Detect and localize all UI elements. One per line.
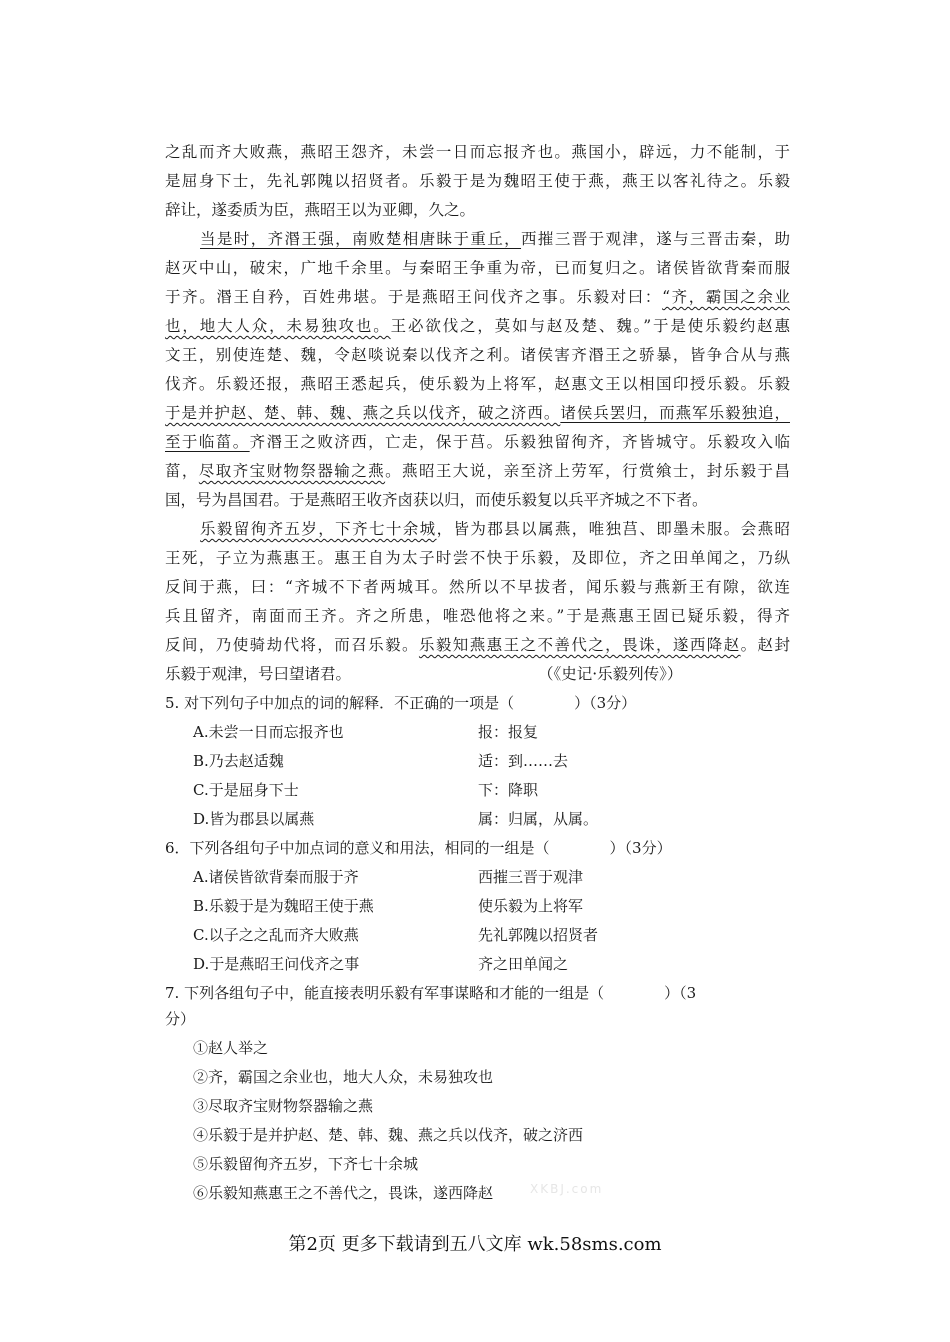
option-left: A.诸侯皆欲背秦而服于齐 <box>193 868 359 886</box>
question-stem: 6．下列各组句子中加点词的意义和用法，相同的一组是（ ）（3分） <box>165 839 672 857</box>
question-stem-continued: 分） <box>165 1010 196 1028</box>
option-left: C.以子之之乱而齐大败燕 <box>193 926 359 944</box>
passage-line: 菑，尽取齐宝财物祭器输之燕。燕昭王大说，亲至济上劳军，行赏飨士，封乐毅于昌 <box>165 462 790 480</box>
passage-line <box>165 402 790 424</box>
wavy-underlined-sentence: 也，地大人众，未易独攻也。 <box>165 317 391 335</box>
option-right: 齐之田单闻之 <box>478 955 569 973</box>
option-left: C.于是屈身下士 <box>193 781 299 799</box>
passage-line: 伐齐。乐毅还报，燕昭王悉起兵，使乐毅为上将军，赵惠文王以相国印授乐毅。乐毅 <box>165 375 790 393</box>
option-right: 报：报复 <box>478 723 539 741</box>
list-item: ⑤乐毅留徇齐五岁，下齐七十余城 <box>193 1155 419 1173</box>
question-stem: 5. 对下列句子中加点的词的解释．不正确的一项是（ ）（3分） <box>165 694 637 712</box>
list-item: ⑥乐毅知燕惠王之不善代之，畏诛，遂西降赵 <box>193 1184 494 1202</box>
list-item: ④乐毅于是并护赵、楚、韩、魏、燕之兵以伐齐，破之济西 <box>193 1126 584 1144</box>
passage-line: 至于临菑。齐湣王之败济西，亡走，保于莒。乐毅独留徇齐，齐皆城守。乐毅攻入临 <box>165 433 790 451</box>
passage-line: 当是时，齐湣王强，南败楚相唐眛于重丘，西摧三晋于观津，遂与三晋击秦，助 <box>200 230 790 248</box>
list-item: ①赵人举之 <box>193 1039 269 1057</box>
passage-line: 于齐。湣王自矜，百姓弗堪。于是燕昭王问伐齐之事。乐毅对曰：“齐，霸国之余业 <box>165 288 790 306</box>
option-left: A.未尝一日而忘报齐也 <box>193 723 344 741</box>
option-right: 属：归属，从属。 <box>478 810 599 828</box>
watermark: XKBJ.com <box>530 1182 604 1196</box>
option-right: 使乐毅为上将军 <box>478 897 584 915</box>
wavy-underlined-sentence: 尽取齐宝财物祭器输之燕 <box>198 462 386 480</box>
passage-line: 王死，子立为燕惠王。惠王自为太子时尝不快于乐毅，及即位，齐之田单闻之，乃纵 <box>165 549 790 567</box>
passage-source: （《史记·乐毅列传》） <box>538 665 683 683</box>
passage-line: 反间于燕，曰：“齐城不下者两城耳。然所以不早拔者，闻乐毅与燕新王有隙，欲连 <box>165 578 790 596</box>
passage-line: 文王，别使连楚、魏，令赵啖说秦以伐齐之利。诸侯害齐湣王之骄暴，皆争合从与燕 <box>165 346 790 364</box>
option-left: B.乐毅于是为魏昭王使于燕 <box>193 897 374 915</box>
passage-line: 乐毅留徇齐五岁，下齐七十余城，皆为郡县以属燕，唯独莒、即墨未服。会燕昭 <box>200 520 790 538</box>
option-left: B.乃去赵适魏 <box>193 752 284 770</box>
passage-line: 是屈身下士，先礼郭隗以招贤者。乐毅于是为魏昭王使于燕，燕王以客礼待之。乐毅 <box>165 172 790 190</box>
underlined-sentence: 至于临菑。 <box>165 433 250 451</box>
option-left: D.皆为郡县以属燕 <box>193 810 315 828</box>
page-footer: 第2页 更多下载请到五八文库 wk.58sms.com <box>288 1234 662 1255</box>
list-item: ③尽取齐宝财物祭器输之燕 <box>193 1097 374 1115</box>
passage-line: 乐毅于观津，号曰望诸君。 <box>165 665 352 683</box>
passage-line: 辞让，遂委质为臣，燕昭王以为亚卿，久之。 <box>165 201 476 219</box>
underlined-sentence: 当是时，齐湣王强，南败楚相唐眛于重丘， <box>200 230 522 248</box>
option-right: 适：到……去 <box>478 752 569 770</box>
option-left: D.于是燕昭王问伐齐之事 <box>193 955 360 973</box>
passage-line: 也，地大人众，未易独攻也。王必欲伐之，莫如与赵及楚、魏。”于是使乐毅约赵惠 <box>165 317 790 335</box>
question-stem: 7. 下列各组句子中，能直接表明乐毅有军事谋略和才能的一组是（ ）（3 <box>165 984 697 1002</box>
passage-line: 反间，乃使骑劫代将，而召乐毅。乐毅知燕惠王之不善代之，畏诛，遂西降赵。赵封 <box>165 636 790 654</box>
passage-line: 兵且留齐，南面而王齐。齐之所患，唯恐他将之来。”于是燕惠王固已疑乐毅，得齐 <box>165 607 790 625</box>
passage-line: 赵灭中山，破宋，广地千余里。与秦昭王争重为帝，已而复归之。诸侯皆欲背秦而服 <box>165 259 790 277</box>
underlined-sentence: 诸侯兵罢归，而燕军乐毅独追， <box>560 404 790 422</box>
option-right: 西摧三晋于观津 <box>478 868 584 886</box>
passage-line: 国，号为昌国君。于是燕昭王收齐卤获以归，而使乐毅复以兵平齐城之不下者。 <box>165 491 708 509</box>
wavy-underlined-sentence: 于是并护赵、楚、韩、魏、燕之兵以伐齐，破之济西。 <box>165 404 561 422</box>
wavy-underlined-sentence: “齐，霸国之余业 <box>662 288 790 306</box>
list-item: ②齐，霸国之余业也，地大人众，未易独攻也 <box>193 1068 494 1086</box>
option-right: 先礼郭隗以招贤者 <box>478 926 599 944</box>
wavy-underlined-sentence: 乐毅知燕惠王之不善代之，畏诛，遂西降赵 <box>418 636 741 654</box>
wavy-underlined-sentence: 乐毅留徇齐五岁，下齐七十余城 <box>200 520 437 538</box>
passage-line: 之乱而齐大败燕，燕昭王怨齐，未尝一日而忘报齐也。燕国小，辟远，力不能制，于 <box>165 143 790 161</box>
option-right: 下：降职 <box>478 781 539 799</box>
